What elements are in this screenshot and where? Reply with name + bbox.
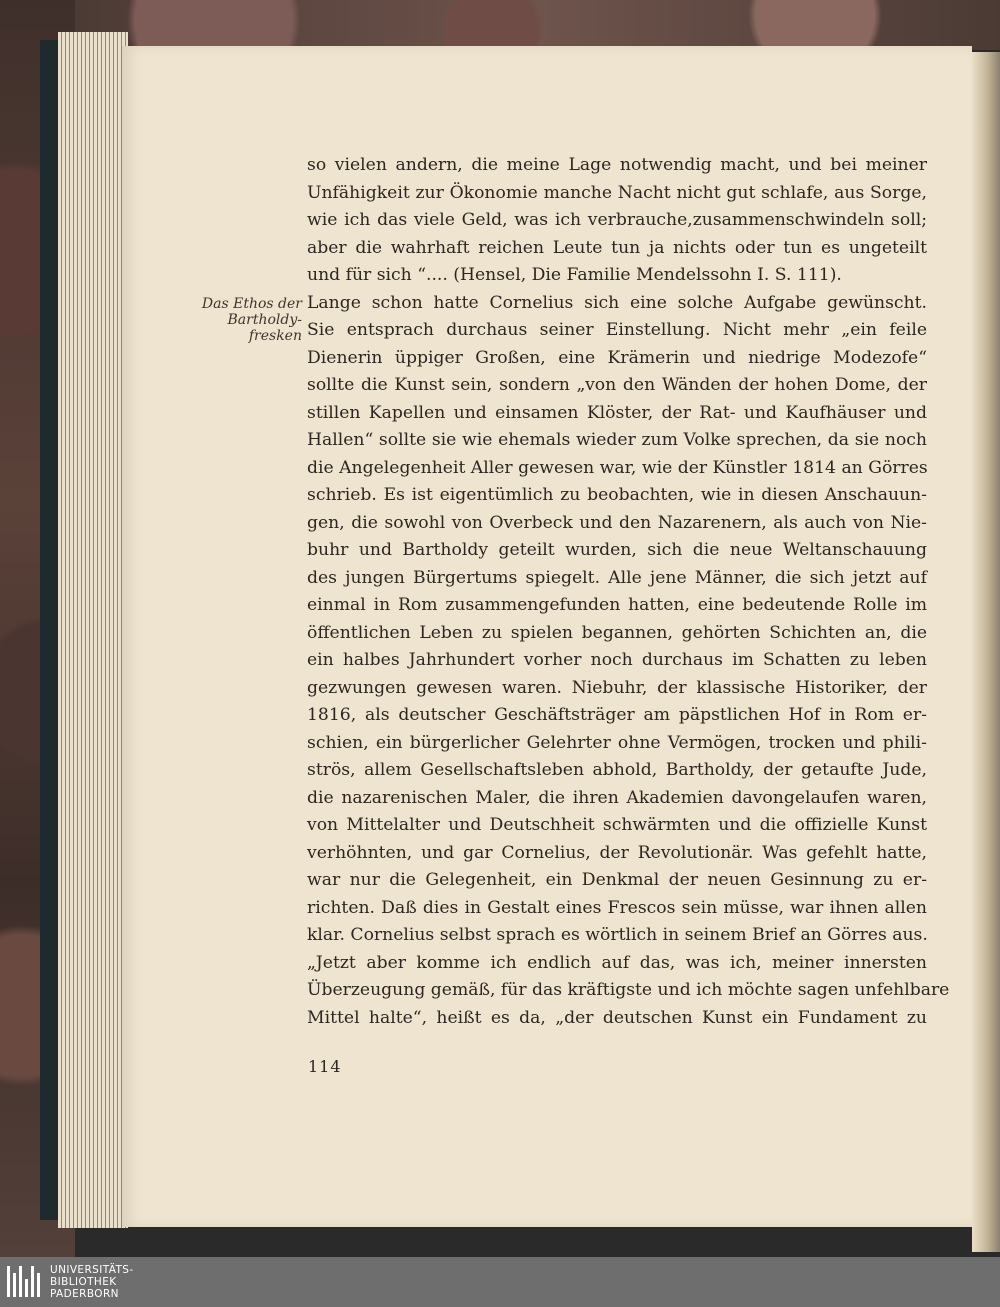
page-number: 114 — [308, 1057, 342, 1076]
text-line: die nazarenischen Maler, die ihren Akademien davongelaufen waren, — [307, 787, 927, 808]
text-line: von Mittelalter und Deutschheit schwärmten und die offizielle Kunst — [307, 815, 927, 835]
library-name-line: UNIVERSITÄTS- — [50, 1264, 134, 1276]
body-text — [307, 152, 950, 1032]
text-line: gezwungen gewesen waren. Niebuhr, der klassische Historiker, der — [307, 677, 927, 698]
text-line: stillen Kapellen und einsamen Klöster, der Rat- und Kaufhäuser und — [307, 402, 927, 423]
library-footer — [0, 1257, 1000, 1307]
text-line: einmal in Rom zusammengefunden hatten, eine bedeutende Rolle im — [307, 595, 927, 615]
marbled-edge — [75, 0, 1000, 50]
text-line: so vielen andern, die meine Lage notwendig macht, und bei meiner — [307, 155, 927, 175]
text-line: ein halbes Jahrhundert vorher noch durchaus im Schatten zu leben — [307, 650, 927, 670]
text-line: richten. Daß dies in Gestalt eines Frescos sein müsse, war ihnen allen — [307, 897, 927, 918]
text-line: Hallen“ sollte sie wie ehemals wieder zum Volke sprechen, da sie noch — [307, 430, 927, 450]
text-line: Überzeugung gemäß, für das kräftigste und ich möchte sagen unfehlbare — [307, 980, 950, 1000]
text-line: aber die wahrhaft reichen Leute tun ja nichts oder tun es ungeteilt — [307, 237, 927, 258]
page-right-edge — [972, 52, 1000, 1252]
library-name-line: PADERBORN — [50, 1288, 119, 1300]
page-edges — [58, 32, 128, 1228]
text-line: „Jetzt aber komme ich endlich auf das, was ich, meiner innersten — [307, 952, 927, 973]
text-line: verhöhnten, und gar Cornelius, der Revolutionär. Was gefehlt hatte, — [307, 842, 927, 863]
margin-note-line: Bartholdy- — [227, 312, 302, 328]
text-line: Sie entsprach durchaus seiner Einstellung. Nicht mehr „ein feile — [307, 320, 927, 340]
text-line: 1816, als deutscher Geschäftsträger am päpstlichen Hof in Rom er- — [307, 705, 927, 725]
text-line: war nur die Gelegenheit, ein Denkmal der neuen Gesinnung zu er- — [307, 870, 927, 890]
text-line: die Angelegenheit Aller gewesen war, wie der Künstler 1814 an Görres — [307, 457, 928, 478]
text-line: wie ich das viele Geld, was ich verbrauche,zusammenschwindeln soll; — [307, 210, 927, 230]
text-line: sollte die Kunst sein, sondern „von den Wänden der hohen Dome, der — [307, 375, 927, 395]
text-line: klar. Cornelius selbst sprach es wörtlich in seinem Brief an Görres aus. — [307, 925, 928, 945]
text-line: gen, die sowohl von Overbeck und den Nazarenern, als auch von Nie- — [307, 512, 927, 533]
text-line: und für sich “.... (Hensel, Die Familie Mendelssohn I. S. 111). — [307, 265, 842, 285]
library-name-line: BIBLIOTHEK — [50, 1276, 117, 1288]
margin-note-line: Das Ethos der — [201, 296, 302, 312]
text-line: öffentlichen Leben zu spielen begannen, gehörten Schichten an, die — [307, 622, 927, 643]
text-line: strös, allem Gesellschaftsleben abhold, Bartholdy, der getaufte Jude, — [307, 760, 927, 780]
text-line: schien, ein bürgerlicher Gelehrter ohne Vermögen, trocken und phili- — [307, 732, 927, 753]
text-line: buhr und Bartholdy geteilt wurden, sich die neue Weltanschauung — [307, 540, 927, 560]
text-line: Unfähigkeit zur Ökonomie manche Nacht nicht gut schlafe, aus Sorge, — [307, 182, 927, 203]
margin-note-line: fresken — [248, 328, 302, 344]
text-line: Lange schon hatte Cornelius sich eine solche Aufgabe gewünscht. — [307, 292, 927, 313]
text-line: Dienerin üppiger Großen, eine Krämerin und niedrige Modezofe“ — [307, 347, 927, 368]
text-line: Mittel halte“, heißt es da, „der deutschen Kunst ein Fundament zu — [307, 1007, 927, 1028]
library-logo-icon — [7, 1266, 44, 1297]
margin-note — [186, 296, 302, 344]
text-line: des jungen Bürgertums spiegelt. Alle jene Männer, die sich jetzt auf — [307, 567, 927, 588]
library-name — [50, 1264, 134, 1300]
text-line: schrieb. Es ist eigentümlich zu beobachten, wie in diesen Anschauun- — [307, 485, 927, 505]
